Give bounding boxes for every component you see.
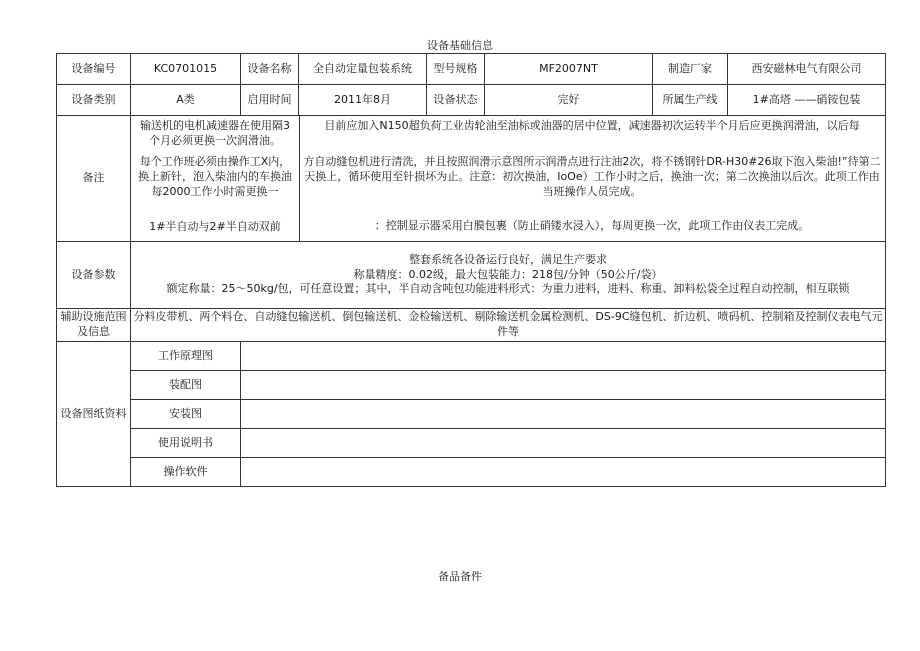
equip-name-label: 设备名称 xyxy=(241,54,299,85)
params-line: 称量精度：0.02级，最大包装能力：218包/分钟（50公斤/袋） xyxy=(353,267,663,281)
drawing-item-value xyxy=(241,400,886,429)
drawing-item-value xyxy=(241,429,886,458)
notes-left-paragraph: 输送机的电机减速器在使用隔3个月必须更换一次润滑油。 xyxy=(140,119,290,147)
drawing-item: 工作原理图 xyxy=(131,342,241,371)
maker-value: 西安磁林电气有限公司 xyxy=(728,54,886,85)
drawings-label: 设备图纸资料 xyxy=(57,342,131,487)
table-row xyxy=(57,400,886,429)
status-label: 设备状态 xyxy=(427,85,485,116)
table-row xyxy=(57,429,886,458)
page-title: 设备基础信息 xyxy=(427,39,493,52)
drawing-item: 安装图 xyxy=(131,400,241,429)
notes-cell xyxy=(131,116,886,242)
category-value: A类 xyxy=(131,85,241,116)
notes-right-paragraph: ：控制显示器采用白膜包裹（防止硝镂水浸入），每周更换一次，此项工作由仪表工完成。 xyxy=(374,219,810,232)
line-value: 1#高塔 ——硝铵包装 xyxy=(728,85,886,116)
drawing-item: 操作软件 xyxy=(131,458,241,487)
drawing-item: 装配图 xyxy=(131,371,241,400)
drawing-item-value xyxy=(241,371,886,400)
status-value: 完好 xyxy=(485,85,653,116)
notes-left-column xyxy=(131,116,300,241)
table-row xyxy=(57,342,886,371)
table-row xyxy=(57,54,886,85)
aux-value: 分料皮带机、两个料仓、自动缝包输送机、倒包输送机、金检输送机、剔除输送机金属检测机、DS-9C缝包机、折边机、喷码机、控制箱及控制仪表电气元件等 xyxy=(131,309,886,342)
notes-label: 备注 xyxy=(57,116,131,242)
params-line: 整套系统各设备运行良好，满足生产要求 xyxy=(409,252,607,266)
table-row xyxy=(57,242,886,309)
table-row xyxy=(57,85,886,116)
drawing-item-value xyxy=(241,342,886,371)
drawing-item-value xyxy=(241,458,886,487)
model-label: 型号规格 xyxy=(427,54,485,85)
notes-left-paragraph: 每个工作班必须由操作工X内，换上新针，泡入柴油内的车换油每2000工作小时需更换一 xyxy=(138,155,292,198)
start-label: 启用时间 xyxy=(241,85,299,116)
equip-name-value: 全自动定量包装系统 xyxy=(299,54,427,85)
start-value: 2011年8月 xyxy=(299,85,427,116)
table-row xyxy=(57,458,886,487)
table-row xyxy=(57,309,886,342)
table-row xyxy=(57,116,886,242)
equip-no-label: 设备编号 xyxy=(57,54,131,85)
category-label: 设备类别 xyxy=(57,85,131,116)
notes-right-column xyxy=(301,116,883,241)
params-cell xyxy=(131,242,886,309)
model-value: MF2007NT xyxy=(485,54,653,85)
spare-parts-title: 备品备件 xyxy=(438,570,482,583)
notes-right-paragraph: 目前应加入N150超负荷工业齿轮油至油标或油器的居中位置，减速器初次运转半个月后应更换润滑油，以后每 xyxy=(324,119,860,132)
notes-left-paragraph: 1#半自动与2#半自动双前 xyxy=(149,220,281,233)
equipment-info-table xyxy=(56,53,886,487)
params-line: 额定称量：25〜50kg∕包，可任意设置；其中，半自动含吨包功能进料形式：为重力进料，进料、称重、卸料松袋全过程自动控制，相互联锁 xyxy=(166,282,850,296)
drawing-item: 使用说明书 xyxy=(131,429,241,458)
aux-label: 辅助设施范围及信息 xyxy=(57,309,131,342)
maker-label: 制造厂家 xyxy=(653,54,728,85)
equip-no-value: KC0701015 xyxy=(131,54,241,85)
table-row xyxy=(57,371,886,400)
params-label: 设备参数 xyxy=(57,242,131,309)
notes-right-paragraph: 方自动缝包机进行清洗，并且按照润滑示意图所示润滑点进行注油2次，将不锈钢针DR-H30#26取下泡入柴油!”待第二天换上，循环使用至针损坏为止。注意：初次换油，IoOe）工作小时之后，换油一次；第二次换油以后次。此项工作由当班操作人员完成。 xyxy=(303,155,881,198)
line-label: 所属生产线 xyxy=(653,85,728,116)
